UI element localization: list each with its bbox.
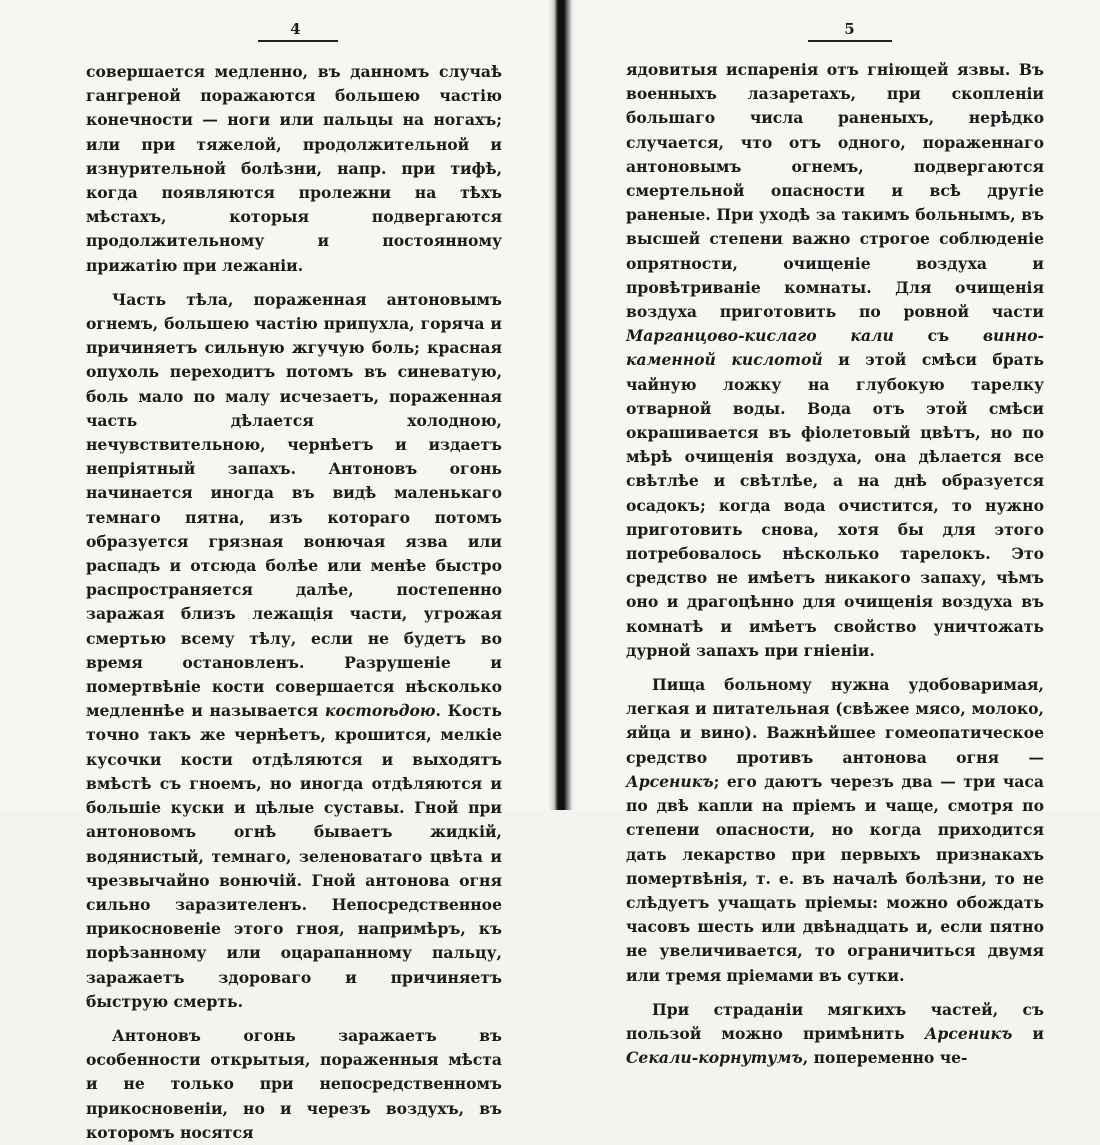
page-text-left: [86, 60, 502, 1145]
text-run: При страданіи мягкихъ частей, съ пользой можно примѣнить: [626, 999, 1044, 1043]
text-run: Пища больному нужна удобоваримая, легкая и питательная (свѣжее мясо, молоко, яйца и вино). Важнѣйшее гомеопатическое средство противъ антонова огня —: [626, 675, 1044, 767]
paragraph: [626, 998, 1044, 1071]
page-number-right: 5: [844, 20, 856, 38]
italic-term: Марганцово-кислаго кали: [626, 326, 894, 346]
left-page: [0, 0, 548, 1142]
italic-term: костоѣдою: [324, 701, 436, 721]
text-run: ядовитыя испаренія отъ гніющей язвы. Въ военныхъ лазаретахъ, при скопленіи большаго числа раненыхъ, нерѣдко случается, что отъ одного, пораженнаго антоновымъ огнемъ, подвергаются смертельной опасности и всѣ другіе раненые. При уходѣ за такимъ больнымъ, въ высшей степени важно строгое соблюденіе опрятности, очищеніе воздуха и провѣтриваніе комнаты. Для очищенія воздуха приготовить по ровной части: [626, 60, 1044, 322]
text-run: съ: [893, 326, 983, 346]
italic-term: Секали-корнутумъ: [626, 1048, 803, 1068]
text-run: ; его даютъ черезъ два — три часа по двѣ капли на пріемъ и чаще, смотря по степени опасности, но когда приходится дать лекарство при первыхъ признакахъ помертвѣнія, т. е. въ началѣ болѣзни, то не слѣдуетъ учащать пріемы: можно обождать часовъ шесть или двѣнадцать и, если пятно не увеличивается, то ограничиться двумя или тремя пріемами въ сутки.: [626, 771, 1044, 985]
header-rule-left: [258, 40, 338, 42]
text-run: Антоновъ огонь заражаетъ въ особенности открытыя, пораженныя мѣста и не только при непосредственномъ прикосновеніи, но и черезъ воздухъ, въ которомъ носятся: [86, 1025, 502, 1142]
text-run: совершается медленно, въ данномъ случаѣ гангреной поражаются большею частію конечности — ноги или пальцы на ногахъ; или при тяжелой, продолжительной и изнурительной болѣзни, напр. при тифѣ, когда появляются пролежни на тѣхъ мѣстахъ, которыя подвергаются продолжительному и постоянному прижатію при лежаніи.: [86, 62, 502, 275]
italic-term: Арсеникъ: [626, 771, 714, 791]
paragraph: [626, 58, 1044, 663]
text-run: и: [1012, 1023, 1044, 1043]
paragraph: [86, 1024, 502, 1145]
right-page: [576, 0, 1100, 1068]
page-number-left: 4: [290, 20, 302, 38]
italic-term: винно-каменной кислотой: [626, 326, 1044, 370]
text-run: . Кость точно такъ же чернѣетъ, крошится, мелкіе кусочки кости отдѣляются и выходятъ вмѣстѣ съ гноемъ, но иногда отдѣляются и большіе куски и цѣлые суставы. Гной при антоновомъ огнѣ бываетъ жидкій, водянистый, темнаго, зеленоватаго цвѣта и чрезвычайно вонючій. Гной антонова огня сильно заразителенъ. Непосредственное прикосновеніе этого гноя, напримѣръ, къ порѣзанному или оцарапанному пальцу, заражаетъ здороваго и причиняетъ быструю смерть.: [86, 701, 502, 1011]
page-text-right: [626, 58, 1044, 1070]
text-run: и этой смѣси брать чайную ложку на глубокую тарелку отварной воды. Вода отъ этой смѣси окрашивается въ фіолетовый цвѣтъ, но по мѣрѣ очищенія воздуха, она дѣлается все свѣтлѣе и свѣтлѣе, а на днѣ образуется осадокъ; когда вода очистится, то нужно приготовить снова, хотя бы для этого потребовалось нѣсколько тарелокъ. Это средство не имѣетъ никакого запаху, чѣмъ оно и драгоцѣнно для очищенія воздуха въ комнатѣ и имѣетъ свойство уничтожать дурной запахъ при гніеніи.: [626, 350, 1044, 660]
text-run: , попеременно че-: [802, 1048, 968, 1068]
paragraph: [86, 288, 502, 1014]
paragraph: [626, 673, 1044, 988]
text-run: Часть тѣла, пораженная антоновымъ огнемъ, большею частію припухла, горяча и причиняетъ сильную жгучую боль; красная опухоль переходитъ потомъ въ синеватую, боль мало по малу исчезаетъ, пораженная часть дѣлается холодною, нечувствительною, чернѣетъ и издаетъ непріятный запахъ. Антоновъ огонь начинается иногда въ видѣ маленькаго темнаго пятна, изъ котораго потомъ образуется грязная вонючая язва или распадъ и отсюда болѣе или менѣе быстро распространяется далѣе, постепенно заражая близъ лежащія части, угрожая смертью всему тѣлу, если не будетъ во время остановленъ. Разрушеніе и помертвѣніе кости совершается нѣсколько медленнѣе и называется: [86, 289, 502, 721]
paragraph: [86, 60, 502, 278]
italic-term: Арсеникъ: [924, 1023, 1013, 1043]
book-gutter: [548, 0, 576, 810]
header-rule-right: [808, 40, 892, 42]
